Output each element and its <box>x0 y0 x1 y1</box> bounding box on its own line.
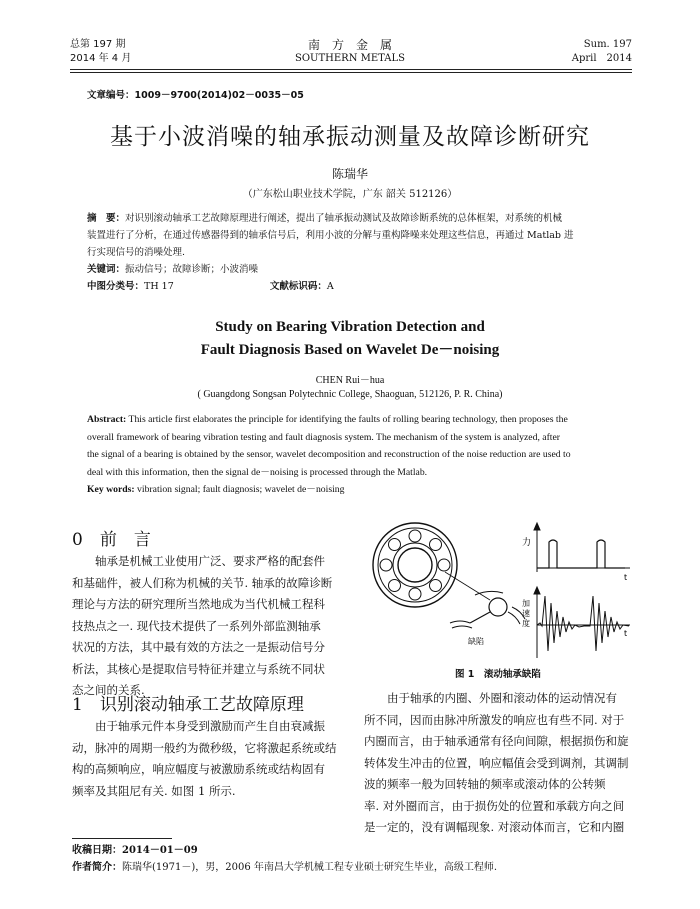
right-line-2: 所不同，因而由脉冲所激发的响应也有些不同. 对于 <box>364 712 625 727</box>
section-1-line-2: 动，脉冲的周期一般约为微秒级，它将激起系统或结 <box>72 740 337 755</box>
abstract-cn-line-1: 对识别滚动轴承工艺故障原理进行阐述，提出了轴承振动测试及故障诊断系统的总体框架，对系统的机械 <box>125 213 563 224</box>
section-1-line-4: 频率及其阻尼有关. 如图 1 所示. <box>72 783 236 798</box>
right-line-4: 转体发生冲击的位置，响应幅值会受到调剂，其调制 <box>364 755 629 770</box>
abstract-en-line-1: This article first elaborates the principle for identifying the faults of rolling bearing technology, then proposes the <box>126 414 568 425</box>
title-cn: 基于小波消噪的轴承振动测量及故障诊断研究 <box>110 124 590 150</box>
affiliation-cn: （广东松山职业技术学院，广东 韶关 512126） <box>242 189 458 200</box>
section-1-body <box>72 716 354 802</box>
article-number: 文章编号：1009－9700(2014)02－0035－05 <box>87 90 304 101</box>
abstract-en <box>87 411 632 499</box>
right-line-7: 是一定的，没有调幅现象. 对滚动体而言，它和内圈 <box>364 820 625 834</box>
abstract-cn-line-2: 装置进行了分析，在通过传感器得到的轴承信号后，利用小波的分解与重构降噪来处理这些信息，再通过 Matlab 进 <box>87 230 574 241</box>
svg-text:加: 加 <box>522 599 530 608</box>
author-cn: 陈瑞华 <box>331 167 368 181</box>
issue-sum-en: Sum. 197 <box>583 39 632 50</box>
footnote <box>72 842 497 876</box>
section-0-line-1: 轴承是机械工业使用广泛、要求严格的配套件 <box>72 554 325 568</box>
section-0-line-5: 状况的方法，其中最有效的方法之一是振动信号分 <box>72 640 325 654</box>
keywords-cn: 振动信号；故障诊断；小波消噪 <box>125 264 259 275</box>
sensor-drawing <box>445 572 525 628</box>
received-date: 2014－01－09 <box>122 845 198 856</box>
abstract-cn-label: 摘 要： <box>87 213 126 224</box>
bearing-drawing <box>373 523 457 607</box>
section-0-body <box>72 551 354 702</box>
section-1-heading: 1 识别滚动轴承工艺故障原理 <box>72 695 304 715</box>
section-0-line-7: 态之间的关系. <box>72 683 145 697</box>
doc-code: A <box>326 281 334 292</box>
affiliation-en: ( Guangdong Songsan Polytechnic College, Shaoguan, 512126, P. R. China) <box>197 389 503 400</box>
section-0-line-4: 技热点之一. 现代技术提供了一系列外部监测轴承 <box>72 618 321 633</box>
class-number-label: 中图分类号： <box>87 281 145 292</box>
author-en: CHEN Rui－hua <box>315 375 385 386</box>
keywords-en-label: Key words: <box>87 484 135 495</box>
keywords-en: vibration signal; fault diagnosis; wavelet de－noising <box>134 484 345 495</box>
svg-text:度: 度 <box>522 619 530 628</box>
bio-label: 作者简介： <box>72 862 122 873</box>
header-center <box>250 38 450 66</box>
issue-sum: 总第 197 期 <box>70 39 126 50</box>
label-t-force: t <box>624 573 628 582</box>
class-number: TH 17 <box>144 281 174 292</box>
journal-name-cn: 南 方 金 属 <box>307 38 392 52</box>
right-line-6: 率. 对外圈而言，由于损伤处的位置和承载方向之间 <box>364 798 625 813</box>
abstract-en-line-4: deal with this information, then the signal de－noising is processed through the Matlab. <box>87 466 428 478</box>
section-0-line-2: 和基础件，被人们称为机械的关节. 轴承的故障诊断 <box>72 575 333 590</box>
section-0-line-3: 理论与方法的研究理所当然地成为当代机械工程科 <box>72 597 325 611</box>
journal-name-en: SOUTHERN METALS <box>295 53 405 64</box>
section-1-line-3: 构的高频响应，响应幅度与被激励系统或结构固有 <box>72 762 325 776</box>
header-rule-top <box>70 69 632 70</box>
abstract-en-line-2: overall framework of bearing vibration testing and fault diagnosis system. The mechanism of the system is analyzed, after <box>87 431 561 443</box>
right-column-body <box>364 688 634 839</box>
header-right <box>532 38 632 66</box>
section-0-line-6: 析法，其核心是提取信号特征并建立与系统不同状 <box>72 661 325 676</box>
doc-code-label: 文献标识码： <box>269 281 327 292</box>
header-rule-bottom <box>70 72 632 73</box>
section-0-heading: 0 前 言 <box>72 530 151 550</box>
header-left <box>70 38 131 66</box>
right-line-5: 波的频率一般为回转轴的频率或滚动体的公转频 <box>364 777 606 791</box>
issue-date-en: April 2014 <box>571 53 632 64</box>
keywords-cn-label: 关键词： <box>87 264 126 275</box>
acceleration-plot <box>534 587 630 658</box>
label-defect: 缺陷 <box>468 637 484 646</box>
title-en-line-1: Study on Bearing Vibration Detection and <box>215 319 485 335</box>
abstract-cn <box>87 210 632 295</box>
abstract-en-label: Abstract: <box>87 414 127 425</box>
figure-1-bearing-defect <box>360 520 635 670</box>
abstract-en-line-3: the signal of a bearing is obtained by the sensor, wavelet decomposition and reconstruction of the noise reduction are used to <box>87 449 571 460</box>
label-acceleration <box>522 598 530 628</box>
section-1-line-1: 由于轴承元件本身受到激励而产生自由衰减振 <box>72 719 325 733</box>
svg-text:速: 速 <box>522 609 530 618</box>
title-en-line-2: Fault Diagnosis Based on Wavelet De－noising <box>200 342 500 358</box>
title-en <box>0 316 700 362</box>
right-line-3: 内圈而言，由于轴承通常有径向间隙，根据损伤和旋 <box>364 734 629 748</box>
force-plot <box>534 523 630 572</box>
author-bio: 陈瑞华(1971－)，男，2006 年南昌大学机械工程专业硕士研究生毕业，高级工程师. <box>122 862 498 873</box>
abstract-cn-line-3: 行实现信号的消噪处理. <box>87 247 186 258</box>
label-force: 力 <box>522 538 532 548</box>
issue-date: 2014 年 4 月 <box>70 53 132 64</box>
figure-1-caption: 图 1 滚动轴承缺陷 <box>455 669 541 680</box>
label-t-accel: t <box>624 629 628 638</box>
right-line-1: 由于轴承的内圈、外圈和滚动体的运动情况有 <box>364 691 617 705</box>
footnote-rule <box>72 838 172 839</box>
received-label: 收稿日期： <box>72 845 122 856</box>
